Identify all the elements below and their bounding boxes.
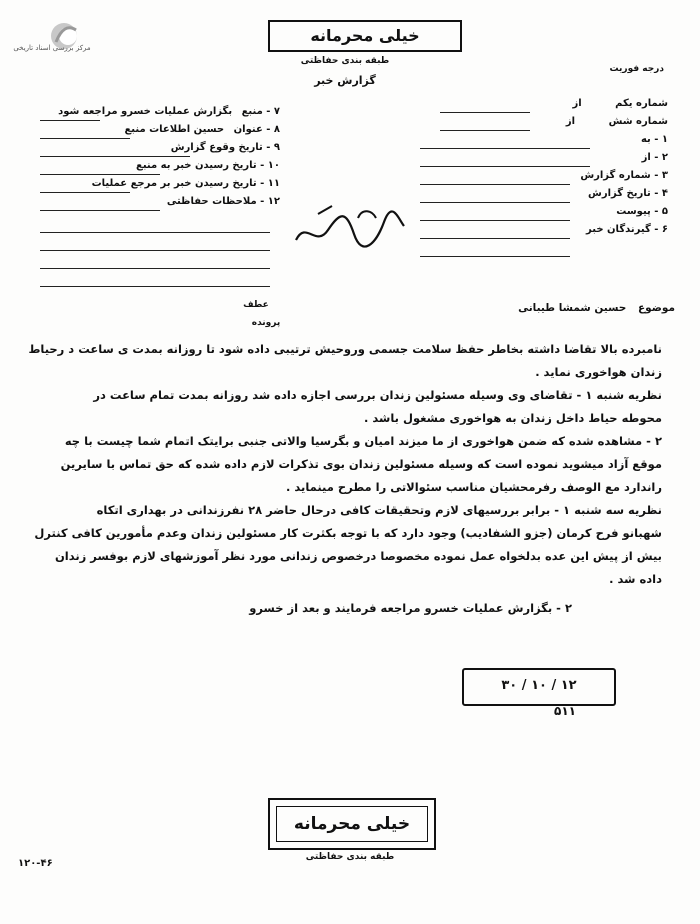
fill-line [40,250,270,251]
field-label: ۷ - منبع [241,106,280,117]
subject-line [380,302,675,314]
fill-line [420,202,570,203]
right-field [420,170,668,188]
body-line: محوطه حیاط داخل زندان به هواخوری مشغول باشد . [364,411,662,425]
right-field [420,98,668,116]
field-label: ۲ - از [641,152,668,163]
registry-sub-number: ۵۱۱ [554,704,576,718]
fill-line [40,192,130,193]
body-line: ۲ - بگزارش عملیات خسرو مراجعه فرمایند و بعد از خسرو [249,601,572,615]
registry-number: ۱۲ / ۱۰ / ۳۰ [501,678,577,693]
footer-stamp-frame [268,798,436,850]
body-line: موقع آزاد میشوید نموده است که وسیله مسئولین زندان بوی تذکرات لازم داده شده که حق تماس با سایرین [60,457,662,471]
classification-line: طبقه بندی حفاظتی [300,56,390,66]
field-label: ۵ - پیوست [616,206,668,217]
file-label: پرونده [251,318,281,328]
fill-line [420,166,590,167]
body-line: نظریه شنبه ۱ - تقاضای وی وسیله مسئولین زندان بررسی اجازه داده شد روزانه بمدت تمام ساعت در [93,388,662,402]
subject-label: موضوع [638,302,675,314]
fill-line [40,156,190,157]
fill-line [420,148,590,149]
body-line: بیش از پیش این عده بدلخواه عمل نموده مخصوصا درخصوص زندانی مورد نظر آموزشهای لازم بوفسر زندان [54,549,662,563]
field-label: ۱۰ - تاریخ رسیدن خبر به منبع [136,160,280,171]
fill-line [440,112,530,113]
right-field [420,116,668,134]
field-label: شماره یکم [615,98,668,109]
priority-label: درجه فوریت [609,64,664,74]
reference-label: عطف [243,300,269,310]
left-field [40,124,280,142]
fill-line [40,138,130,139]
footer-classification-stamp: خیلی محرمانه [276,806,428,842]
right-field [420,134,668,152]
field-label: ۴ - تاریخ گزارش [588,188,668,199]
fill-line [40,120,100,121]
handwritten-signature [288,200,408,256]
fill-line [40,286,270,287]
fill-line [420,184,570,185]
field-value: از [572,98,582,109]
fill-line [40,174,160,175]
report-type-title: گزارش خبر [314,74,376,87]
field-label: ۱۱ - تاریخ رسیدن خبر بر مرجع عملیات [91,178,280,189]
watermark-site-name: مرکز بررسی اسناد تاریخی [13,44,91,52]
archive-logo-icon [12,14,102,60]
field-label: ۱ - به [640,134,668,145]
field-label: شماره شش [608,116,668,127]
body-line: ۲ - مشاهده شده که ضمن هواخوری از ما میزند امیان و بگرسیا والاتی جنبی برایتک اتمام شما چیست با چه [64,434,662,448]
body-line: داده شد . [609,572,662,586]
field-label: ۳ - شماره گزارش [580,170,668,181]
left-fields [40,106,280,214]
fill-line [420,256,570,257]
field-label: ۱۲ - ملاحظات حفاظتی [166,196,280,207]
fill-line [420,238,570,239]
field-value: حسین اطلاعات منبع [124,124,225,135]
report-body [28,338,662,620]
subject-value: حسین شمشا طیبانی [518,302,627,314]
left-field [40,196,280,214]
left-field [40,106,280,124]
fill-line [440,130,530,131]
fill-line [40,232,270,233]
registry-stamp [462,668,616,706]
fill-line [420,220,570,221]
body-line: راندارد مع الوصف رفرمحشیان مناسب سئوالاتی را مطرح مینماید . [286,480,662,494]
field-label: ۶ - گیرندگان خبر [586,224,668,235]
top-classification-stamp: خیلی محرمانه [268,20,462,52]
body-line: نظریه سه شنبه ۱ - برابر بررسیهای لازم وتحقیقات کافی درحال حاضر ۲۸ نفرزندانی در بهداری اتکاه [96,503,662,517]
right-field [420,188,668,206]
body-line: زندان هواخوری نماید . [535,365,662,379]
fill-line [40,268,270,269]
footer-classification-line: طبقه بندی حفاظتی [305,852,395,862]
right-field [420,152,668,170]
body-line: نامبرده بالا تقاضا داشته بخاطر حفظ سلامت جسمی وروحیش ترتیبی داده شود تا روزانه بمدت ی ساعت د رحیاط [28,342,662,356]
page-code: ۱۲۰-۴۶ [18,858,53,869]
left-field [40,142,280,160]
field-label: ۸ - عنوان [233,124,280,135]
body-line: شهبانو فرح کرمان (جزو الشفادیب) وجود دارد که با توجه بکثرت کار مسئولین زندان وعدم مأمورین کافی کنترل [34,526,662,540]
right-field [420,224,668,242]
field-value: از [565,116,576,127]
left-field [40,160,280,178]
right-field [420,206,668,224]
field-label: ۹ - تاریخ وقوع گزارش [170,142,280,153]
fill-line [40,210,160,211]
field-value: بگزارش عملیات خسرو مراجعه شود [58,106,233,117]
left-field [40,178,280,196]
